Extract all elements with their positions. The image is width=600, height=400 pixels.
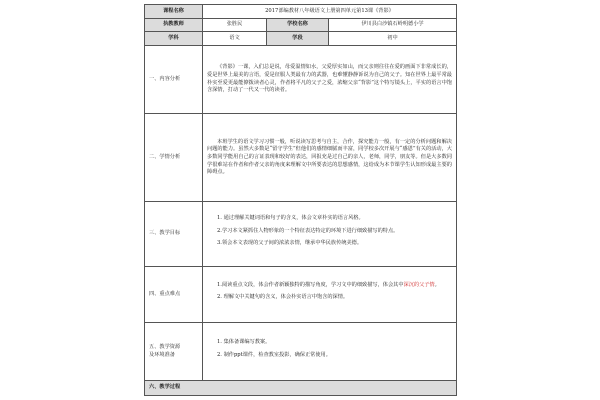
content-analysis-text <box>203 45 457 114</box>
resources-list <box>203 322 457 380</box>
key-points-label: 四、重点难点 <box>145 266 203 322</box>
content-analysis-paragraph: 《背影》一课，入们总是说，母爱温情如水，父爱厚实如山，而父亲则往往在爱的画面下非常成长的，爱是世界上最美的言语，爱是征服人类最有力的武器，也难懂静静诉说为自己的父子。知在世界上最平常最朴实至爱更最能撩拨读者心灵，作者将平凡的父子之爱，浓缩父亲“背影”这个特写镜头上，平实的语言中饱含深情，打动了一代又一代的读者。 <box>207 64 452 94</box>
key-point-1-end: 。 <box>434 281 440 288</box>
course-name-label: 课程名称 <box>145 5 203 19</box>
course-name-value: 2017部编教材八年级语文上册第四单元第13课《背影》 <box>203 5 457 19</box>
teacher-value: 张胜民 <box>203 18 267 32</box>
goal-item-2: 2.学习本文紧抓住人物形象的一个特征表达特定的环境下进行细致描写的特点。 <box>217 227 399 234</box>
teaching-goals-list <box>203 202 457 267</box>
teaching-goals-label: 三、教学目标 <box>145 202 203 267</box>
lesson-plan-table <box>144 4 457 396</box>
goal-item-3: 3.领会本文表现的父子间的浓浓亲情，继承中华民族传统美德。 <box>217 240 363 247</box>
teaching-process-header: 六、教学过程 <box>145 381 457 396</box>
key-point-1-highlight: 深沉的父子情 <box>403 281 435 288</box>
teacher-label: 执教教师 <box>145 18 203 32</box>
resource-item-1: 1. 集体备课编写教案。 <box>217 339 271 346</box>
resource-item-2: 2. 制作ppt课件，检查教室投影，确保正常使用。 <box>217 351 331 358</box>
school-label: 学校名称 <box>267 18 329 32</box>
learner-analysis-text <box>203 114 457 202</box>
key-point-1 <box>207 282 452 290</box>
stage-value: 初中 <box>329 32 457 46</box>
goal-item-1: 1. 通过理解关键词语和句子的含义，体会文章朴实的语言风格。 <box>217 215 364 222</box>
subject-label: 学科 <box>145 32 203 46</box>
resources-label: 五、教学资源 及环境准备 <box>145 322 203 380</box>
learner-analysis-paragraph: 本班学生的语文学习习惯一般，听说读写思考与自主，合作，探究能力一般，有一定的分析问题和解决问题的能力。虽然大多数是“留守学生”但他们的感情细腻而丰富，同学校多次开展与“感恩”有关的活动，大多数同学能用自己的言证表现和较好的表达，回报充是过自己的亲人，老师，同学，朋友等。但是大多数同学很难站在作者和作者父亲的角度来理解文中所要表达的思想感情，这给成为本节课学生认知形成最主要的障碍点。 <box>207 138 452 176</box>
key-points-list <box>203 266 457 322</box>
school-value: 伊川县白沙镇石岭明德小学 <box>329 18 457 32</box>
key-point-2: 2. 理解文中关键句的含义，体会朴实语言中饱含的深情。 <box>217 294 349 301</box>
content-analysis-label: 一、内容分析 <box>145 45 203 114</box>
key-point-1-text: 1.阅读重点文段，体会作者新颖独特的描写角度，学习文中的细致描写，体会其中 <box>217 281 404 288</box>
stage-label: 学段 <box>267 32 329 46</box>
subject-value: 语文 <box>203 32 267 46</box>
learner-analysis-label: 二、学情分析 <box>145 114 203 202</box>
